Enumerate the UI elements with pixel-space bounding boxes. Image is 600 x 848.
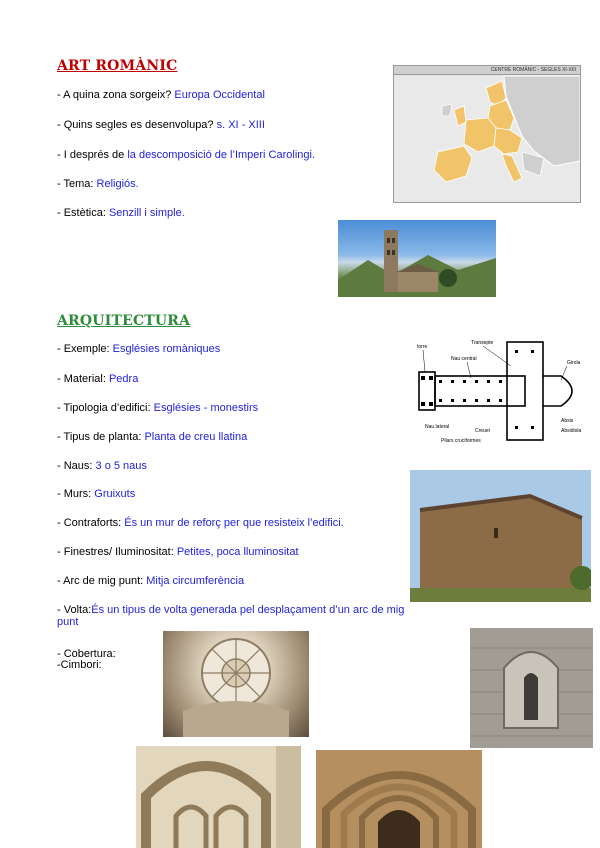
section-title-arquitectura: ARQUITECTURA [57, 313, 191, 329]
plan-label-nau-central: Nau central [451, 356, 477, 362]
section-title-art-romanic: ART ROMÀNIC [57, 58, 178, 74]
item-label: - A quina zona sorgeix? [57, 89, 175, 101]
item-label: - Volta: [57, 604, 92, 616]
portal-arch-icon [316, 750, 482, 848]
map-caption: CENTRE ROMÀNIC - SEGLES XI-XIII [394, 66, 580, 75]
church-photo [338, 220, 496, 297]
floor-plan-icon [411, 336, 591, 446]
list-item [57, 431, 247, 443]
item-value: Senzill i simple. [108, 207, 185, 219]
item-label: - Arc de mig punt: [57, 575, 147, 587]
plan-label-nau-lateral: Nau lateral [425, 424, 450, 430]
item-value: Gruixuts [94, 488, 136, 500]
item-value: És un mur de reforç per que resisteix l’edifici. [124, 517, 344, 529]
list-item [57, 517, 344, 529]
item-value: Pedra [108, 373, 139, 385]
item-label: - Quins segles es desenvolupa? [57, 119, 217, 131]
item-label: - Contraforts: [57, 517, 125, 529]
romanesque-portal-photo [316, 750, 482, 848]
cobertura-label: - Cobertura: [57, 648, 116, 660]
item-value: Esglésies - monestirs [153, 402, 259, 414]
church-bell-tower-icon [338, 220, 496, 297]
list-item [57, 178, 139, 190]
list-item [57, 604, 407, 628]
plan-label-transepte: Transepte [471, 340, 494, 346]
item-value: Planta de creu llatina [144, 431, 248, 443]
semicircular-arches-photo [136, 746, 301, 848]
item-value: la descomposició de l’Imperi Carolingi. [127, 149, 316, 161]
item-label: - Naus: [57, 460, 96, 472]
item-value: Petites, poca lluminositat [176, 546, 299, 558]
item-value: Esglésies romàniques [112, 343, 221, 355]
list-item [57, 460, 147, 472]
list-item [57, 546, 299, 558]
church-apse-photo [410, 470, 591, 602]
plan-label-absis: Absis [561, 418, 574, 424]
dome-icon [163, 631, 309, 737]
item-label: - I després de [57, 149, 128, 161]
list-item [57, 343, 220, 355]
item-label: - Estètica: [57, 207, 109, 219]
item-value: s. XI - XIII [216, 119, 265, 131]
latin-cross-plan-image [411, 336, 591, 446]
item-value: 3 o 5 naus [95, 460, 147, 472]
cimbori-label: -Cimbori: [57, 659, 102, 671]
list-item [57, 89, 265, 101]
list-item [57, 149, 315, 161]
list-item [57, 488, 135, 500]
list-item [57, 207, 185, 219]
item-label: - Finestres/ Iluminositat: [57, 546, 177, 558]
item-label: - Exemple: [57, 343, 113, 355]
list-item [57, 402, 258, 414]
romanesque-window-photo [470, 628, 593, 748]
item-label: - Tipologia d’edifici: [57, 402, 154, 414]
plan-label-torre: torre [417, 344, 428, 350]
stone-church-icon [410, 470, 591, 602]
cimbori-dome-photo [163, 631, 309, 737]
arch-icon [136, 746, 301, 848]
plan-label-absidiola: Absidiola [561, 428, 582, 434]
window-icon [470, 628, 593, 748]
item-label: - Material: [57, 373, 109, 385]
europe-map-image [393, 65, 581, 203]
item-value: Religiós. [96, 178, 139, 190]
list-item [57, 119, 265, 131]
list-item [57, 575, 244, 587]
item-value: És un tipus de volta generada pel desplaçament d’un arc de mig punt [57, 604, 405, 628]
item-label: - Tipus de planta: [57, 431, 145, 443]
item-value: Mitja circumferència [146, 575, 245, 587]
plan-label-girola: Girola [567, 360, 581, 366]
item-value: Europa Occidental [174, 89, 265, 101]
europe-map-icon [394, 66, 580, 202]
plan-label-pilars: Pilars cruciformes [441, 438, 481, 444]
item-label: - Murs: [57, 488, 95, 500]
plan-label-creuer: Creuer [475, 428, 491, 434]
list-item [57, 373, 138, 385]
item-label: - Tema: [57, 178, 97, 190]
